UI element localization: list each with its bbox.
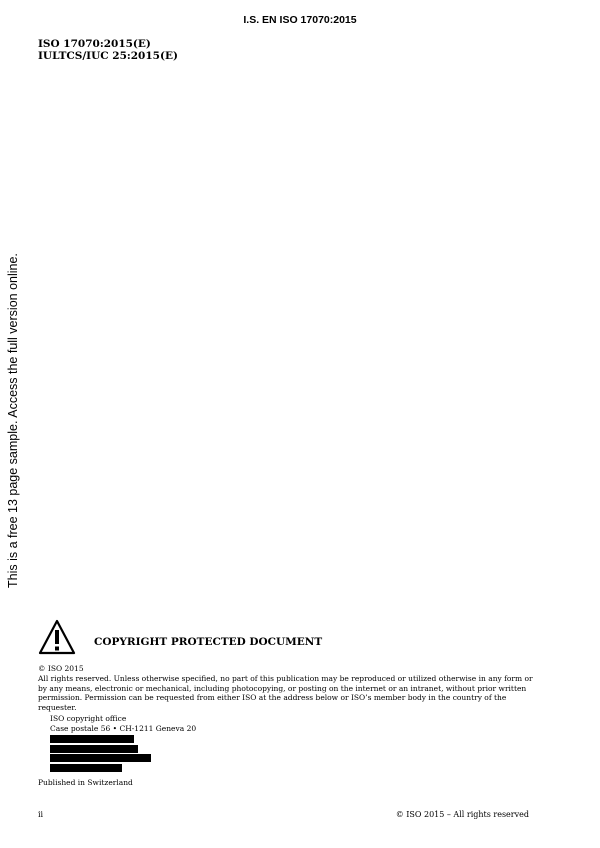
redacted-line [50,764,122,772]
redacted-line [50,735,134,743]
page-footer [38,810,529,819]
copyright-office-address [50,714,538,771]
copyright-heading-row [38,618,538,656]
office-name: ISO copyright office [50,714,127,724]
copyright-heading: COPYRIGHT PROTECTED DOCUMENT [94,636,323,648]
published-location: Published in Switzerland [38,777,133,787]
redacted-line [50,754,151,762]
redacted-line [50,745,138,753]
sample-notice: This is a free 13 page sample. Access the full version online. [6,253,20,588]
warning-icon [38,619,76,655]
footer-copyright: © ISO 2015 – All rights reserved [395,810,529,819]
standard-header: I.S. EN ISO 17070:2015 [243,14,357,26]
iso-document-id: ISO 17070:2015(E) [38,38,151,50]
document-identifiers [38,38,178,62]
rights-statement: All rights reserved. Unless otherwise specified, no part of this publication may be reproduced or utilized otherwise in any form or by any means, electronic or mechanical, including photocopying, or posting on the internet or an intranet, without prior written permission. Permission can be requested from either ISO at the address below or ISO’s member body in the country of the requester. [38,674,533,712]
iultcs-document-id: IULTCS/IUC 25:2015(E) [38,50,178,62]
page-number: ii [38,810,44,819]
office-postal: Case postale 56 • CH-1211 Geneva 20 [50,723,197,733]
copyright-year: © ISO 2015 [38,664,84,673]
copyright-block [38,618,538,787]
